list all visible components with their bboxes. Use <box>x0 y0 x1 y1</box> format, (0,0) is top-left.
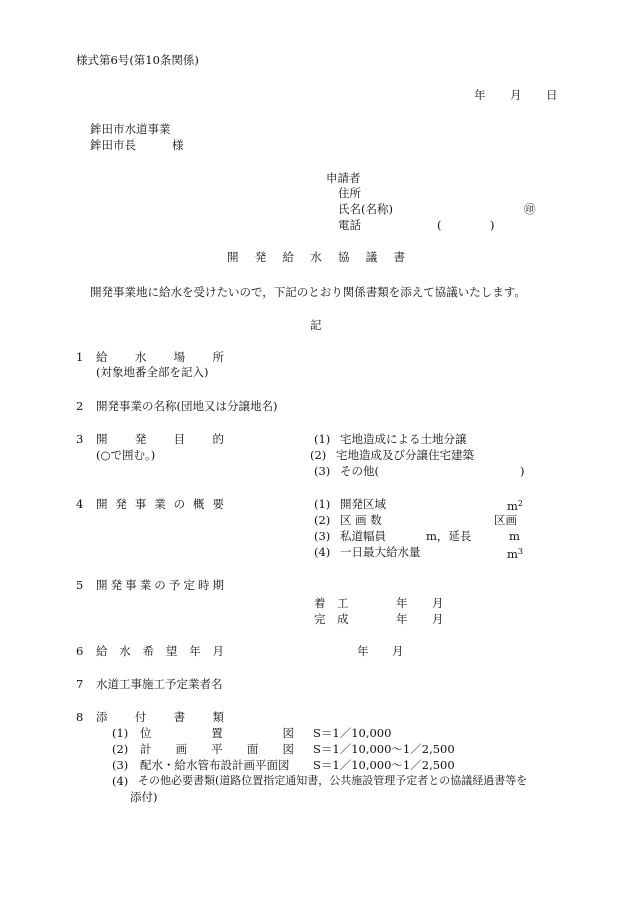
applicant-address-label: 住所 <box>338 186 361 200</box>
option-3-close: ) <box>520 464 525 478</box>
attachment-2-number: (2) <box>112 742 129 756</box>
attachment-2-scale: S＝1／10,000～1／2,500 <box>313 742 455 756</box>
section-8-heading: 添 付 書 類 <box>96 710 224 724</box>
overview-3-number: (3) <box>314 529 331 543</box>
option-2-text: 宅地造成及び分譲住宅建築 <box>336 448 474 462</box>
option-1-number: (1) <box>314 432 331 446</box>
attachment-3-scale: S＝1／10,000～1／2,500 <box>313 758 455 772</box>
section-1-heading: 給 水 場 所 <box>96 350 224 364</box>
overview-4-unit: $m^3$ <box>507 547 523 561</box>
document-title: 開 発 給 水 協 議 書 <box>227 250 405 264</box>
applicant-name-label: 氏名(名称) <box>338 202 393 216</box>
section-4-number: 4 <box>76 497 84 511</box>
overview-1-unit: $m^2$ <box>507 499 523 513</box>
overview-3-label: 私道幅員 <box>340 529 386 543</box>
section-6-number: 6 <box>76 644 84 658</box>
attachment-1-name: 位 置 図 <box>140 726 294 740</box>
date-month-label: 月 <box>510 88 522 102</box>
addressee-water-utility: 鉾田市水道事業 <box>90 122 171 136</box>
attachment-4-number: (4) <box>112 774 129 788</box>
section-2-heading: 開発事業の名称(団地又は分譲地名) <box>96 399 278 413</box>
construction-finish-month: 月 <box>432 612 444 626</box>
overview-4-number: (4) <box>314 545 331 559</box>
section-2-number: 2 <box>76 399 84 413</box>
overview-4-label: 一日最大給水量 <box>340 545 421 559</box>
section-7-number: 7 <box>76 677 84 691</box>
seal-mark: ㊞ <box>524 202 536 216</box>
attachment-1-number: (1) <box>112 726 129 740</box>
construction-start-year: 年 <box>396 596 408 610</box>
overview-3-unit-mid: m，延長 <box>426 529 472 543</box>
section-8-number: 8 <box>76 710 84 724</box>
attachment-3-number: (3) <box>112 758 129 772</box>
section-5-heading: 開 発 事 業 の 予 定 時 期 <box>96 578 224 592</box>
option-2-number: (2) <box>310 448 327 462</box>
section-3-number: 3 <box>76 432 84 446</box>
applicant-title: 申請者 <box>326 171 361 185</box>
intro-text: 開発事業地に給水を受けたいので，下記のとおり関係書類を添えて協議いたします。 <box>90 285 526 299</box>
section-1-number: 1 <box>76 350 84 364</box>
overview-1-number: (1) <box>314 497 331 511</box>
addressee-mayor: 鉾田市長 <box>90 138 136 152</box>
overview-3-unit: m <box>509 529 520 543</box>
date-year-label: 年 <box>474 88 486 102</box>
overview-2-label: 区 画 数 <box>340 513 382 527</box>
section-6-heading: 給 水 希 望 年 月 <box>96 644 224 658</box>
phone-paren-close: ) <box>490 218 495 232</box>
section-4-heading: 開 発 事 業 の 概 要 <box>96 497 224 511</box>
honorific: 様 <box>172 138 184 152</box>
construction-start-month: 月 <box>432 596 444 610</box>
attachment-1-scale: S＝1／10,000 <box>313 726 392 740</box>
section-1-note: (対象地番全部を記入) <box>96 365 209 379</box>
phone-paren-open: ( <box>437 218 442 232</box>
water-supply-year: 年 <box>357 644 369 658</box>
section-3-heading: 開 発 目 的 <box>96 432 224 446</box>
option-3-number: (3) <box>314 464 331 478</box>
section-7-heading: 水道工事施工予定業者名 <box>96 677 223 691</box>
form-number: 様式第6号(第10条関係) <box>76 53 199 67</box>
option-1-text: 宅地造成による土地分譲 <box>340 432 467 446</box>
attachment-3-name: 配水・給水管布設計画平面図 <box>140 758 290 772</box>
attachment-2-name: 計 画 平 面 図 <box>140 742 294 756</box>
date-day-label: 日 <box>546 88 558 102</box>
attachment-4-text-cont: 添付) <box>130 790 158 804</box>
overview-1-label: 開発区域 <box>340 497 386 511</box>
construction-finish-label: 完 成 <box>314 612 349 626</box>
water-supply-month: 月 <box>392 644 404 658</box>
ki-heading: 記 <box>310 318 322 332</box>
option-3-text: その他( <box>340 464 379 478</box>
overview-2-unit: 区画 <box>494 513 517 527</box>
section-3-note: (○で囲む。) <box>96 448 156 462</box>
overview-2-number: (2) <box>314 513 331 527</box>
applicant-phone-label: 電話 <box>338 218 361 232</box>
section-5-number: 5 <box>76 578 84 592</box>
construction-finish-year: 年 <box>396 612 408 626</box>
construction-start-label: 着 工 <box>314 596 349 610</box>
attachment-4-text: その他必要書類(道路位置指定通知書，公共施設管理予定者との協議経過書等を <box>138 774 528 787</box>
